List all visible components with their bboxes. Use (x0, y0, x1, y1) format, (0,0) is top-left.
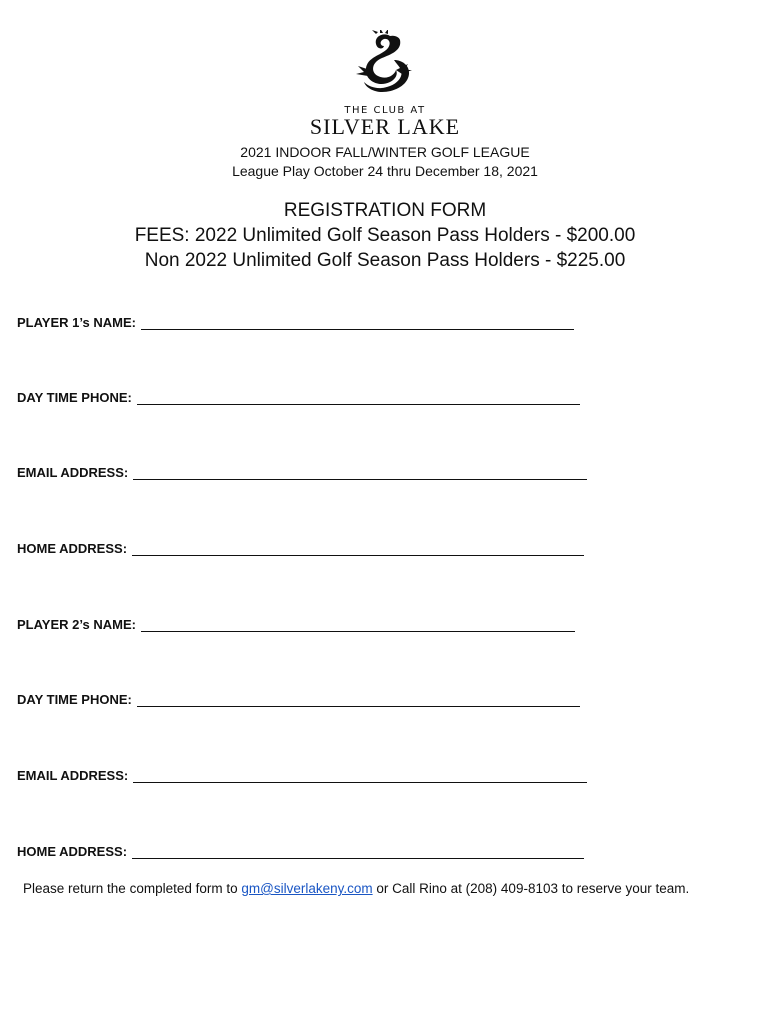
field-label: PLAYER 2’s NAME: (17, 617, 136, 632)
field-label: DAY TIME PHONE: (17, 390, 132, 405)
field-label: EMAIL ADDRESS: (17, 768, 129, 783)
player2-phone-field[interactable] (17, 692, 580, 707)
field-input-line[interactable] (133, 465, 587, 480)
player1-email-field[interactable] (17, 465, 587, 480)
field-input-line[interactable] (137, 692, 580, 707)
field-label: HOME ADDRESS: (17, 541, 128, 556)
player2-email-field[interactable] (17, 768, 587, 783)
footer-text-after: or Call Rino at (208) 409-8103 to reserve your team. (372, 881, 690, 896)
field-label: PLAYER 1’s NAME: (17, 315, 136, 330)
fees-line-1: FEES: 2022 Unlimited Golf Season Pass Holders - $200.00 (134, 225, 636, 246)
footer-instructions (23, 880, 743, 898)
league-title: 2021 INDOOR FALL/WINTER GOLF LEAGUE (240, 144, 530, 160)
field-input-line[interactable] (132, 541, 584, 556)
field-label: EMAIL ADDRESS: (17, 465, 129, 480)
league-dates: League Play October 24 thru December 18, 2021 (232, 163, 538, 179)
field-input-line[interactable] (141, 617, 575, 632)
logo-big-text: SILVER LAKE (309, 114, 461, 139)
dragon-icon (350, 30, 420, 102)
logo-small-text: THE CLUB AT (344, 105, 426, 116)
field-input-line[interactable] (141, 315, 574, 330)
player1-name-field[interactable] (17, 315, 574, 330)
player2-address-field[interactable] (17, 844, 584, 859)
field-input-line[interactable] (137, 390, 580, 405)
field-label: HOME ADDRESS: (17, 844, 128, 859)
field-input-line[interactable] (132, 844, 584, 859)
email-link[interactable]: gm@silverlakeny.com (241, 881, 373, 896)
player1-address-field[interactable] (17, 541, 584, 556)
player1-phone-field[interactable] (17, 390, 580, 405)
club-logo (0, 30, 770, 138)
fees-line-2: Non 2022 Unlimited Golf Season Pass Holders - $225.00 (144, 250, 626, 271)
form-title: REGISTRATION FORM (283, 200, 487, 221)
field-input-line[interactable] (133, 768, 587, 783)
footer-text-before: Please return the completed form to (23, 881, 242, 896)
field-label: DAY TIME PHONE: (17, 692, 132, 707)
player2-name-field[interactable] (17, 617, 575, 632)
